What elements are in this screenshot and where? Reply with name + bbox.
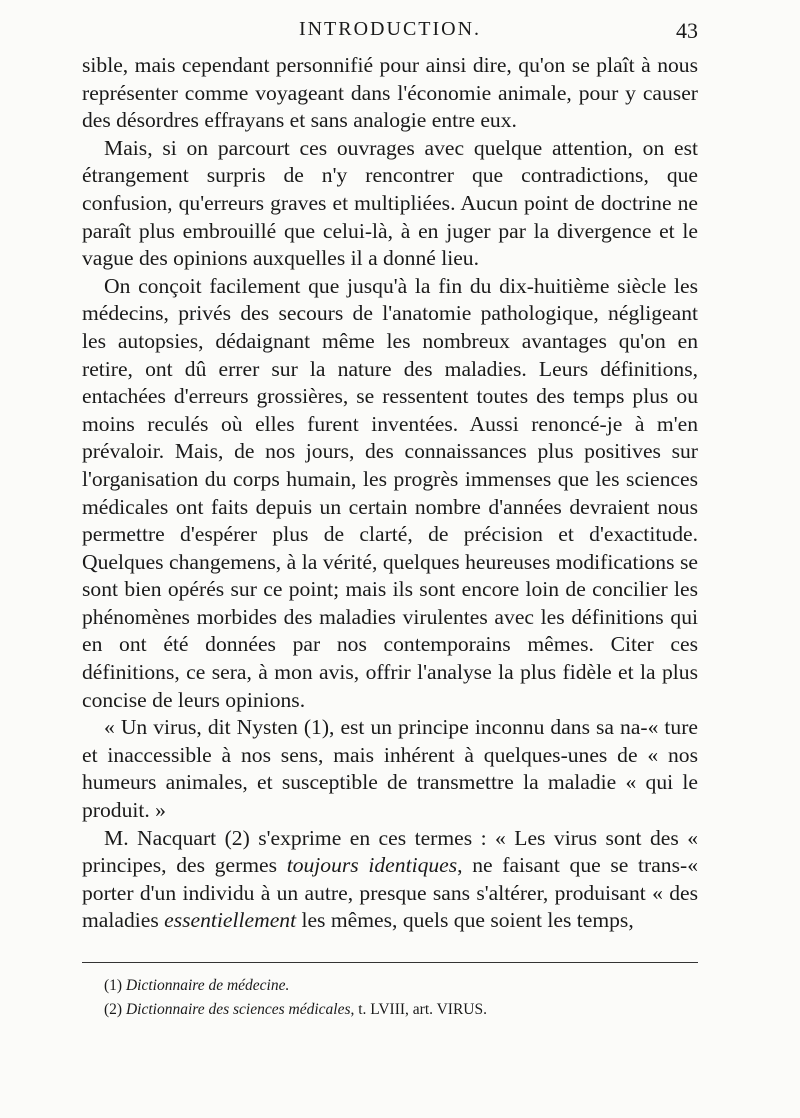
footnote-1-title: Dictionnaire de médecine. (125, 977, 290, 994)
paragraph-2: Mais, si on parcourt ces ouvrages avec quelque attention, on est étrangement surpris de n'y rencontrer que contradictions, que confusion, qu'erreurs graves et multipliées. Aucun point de doctrine ne paraît plus embrouillé que celui-là, à en juger par la divergence et le vague des opinions auxquelles il a donné lieu. (82, 135, 698, 271)
footnote-2-number: (2) (104, 1001, 126, 1018)
footnote-rule (82, 962, 698, 963)
paragraph-4-text-b: , ne faisant que se trans-« porter d'un individu à un autre, presque sans s'altérer, produisant « des maladies (82, 853, 698, 933)
emphasis-essentiellement: essentiellement (164, 908, 297, 933)
footnote-1 (104, 974, 698, 998)
emphasis-toujours-identiques: toujours identiques (286, 853, 458, 878)
footnote-2-title: Dictionnaire des sciences médicales (125, 1001, 351, 1018)
running-title: INTRODUCTION. (298, 18, 482, 40)
page-number: 43 (676, 18, 698, 43)
footnote-2-rest: , t. LVIII, art. VIRUS. (350, 1001, 487, 1018)
paragraph-3: On conçoit facilement que jusqu'à la fin du dix-huitième siècle les médecins, privés des secours de l'anatomie pathologique, négligeant les autopsies, dédaignant même les nombreux avantages qu'on en retire, ont dû errer sur la nature des maladies. Leurs définitions, entachées d'erreurs grossières, se ressentent toutes des temps plus ou moins reculés où elles furent inventées. Aussi renoncé-je à m'en prévaloir. Mais, de nos jours, des connaissances plus positives sur l'organisation du corps humain, les progrès immenses que les sciences médicales ont faits depuis un certain nombre d'années devraient nous permettre d'espérer plus de clarté, de précision et d'exactitude. Quelques changemens, à la vérité, quelques heureuses modifications se sont bien opérés sur ce point; mais ils sont encore loin de concilier les phénomènes morbides des maladies virulentes avec les définitions qui en ont été données par nos contemporains mêmes. Citer ces définitions, ce sera, à mon avis, offrir l'analyse la plus fidèle et la plus concise de leurs opinions. (82, 273, 698, 712)
paragraph-4 (82, 825, 698, 935)
paragraph-1: sible, mais cependant personnifié pour ainsi dire, qu'on se plaît à nous représenter comme voyageant dans l'économie animale, pour y causer des désordres effrayans et sans analogie entre eux. (82, 53, 698, 133)
body-text (82, 52, 698, 935)
paragraph-4-text-a: M. Nacquart (2) s'exprime en ces termes : « Les virus sont des « principes, des germes (82, 825, 698, 878)
footnotes (104, 974, 698, 1022)
footnote-1-number: (1) (104, 977, 126, 994)
paragraph-4-text-c: les mêmes, quels que soient les temps, (296, 908, 634, 933)
nysten-quote: « Un virus, dit Nysten (1), est un principe inconnu dans sa na-« ture et inaccessible à nos sens, mais inhérent à quelques-unes de « nos humeurs animales, et susceptible de transmettre la maladie « qui le produit. » (82, 715, 698, 823)
footnote-2 (104, 998, 698, 1022)
page-header (82, 18, 698, 48)
